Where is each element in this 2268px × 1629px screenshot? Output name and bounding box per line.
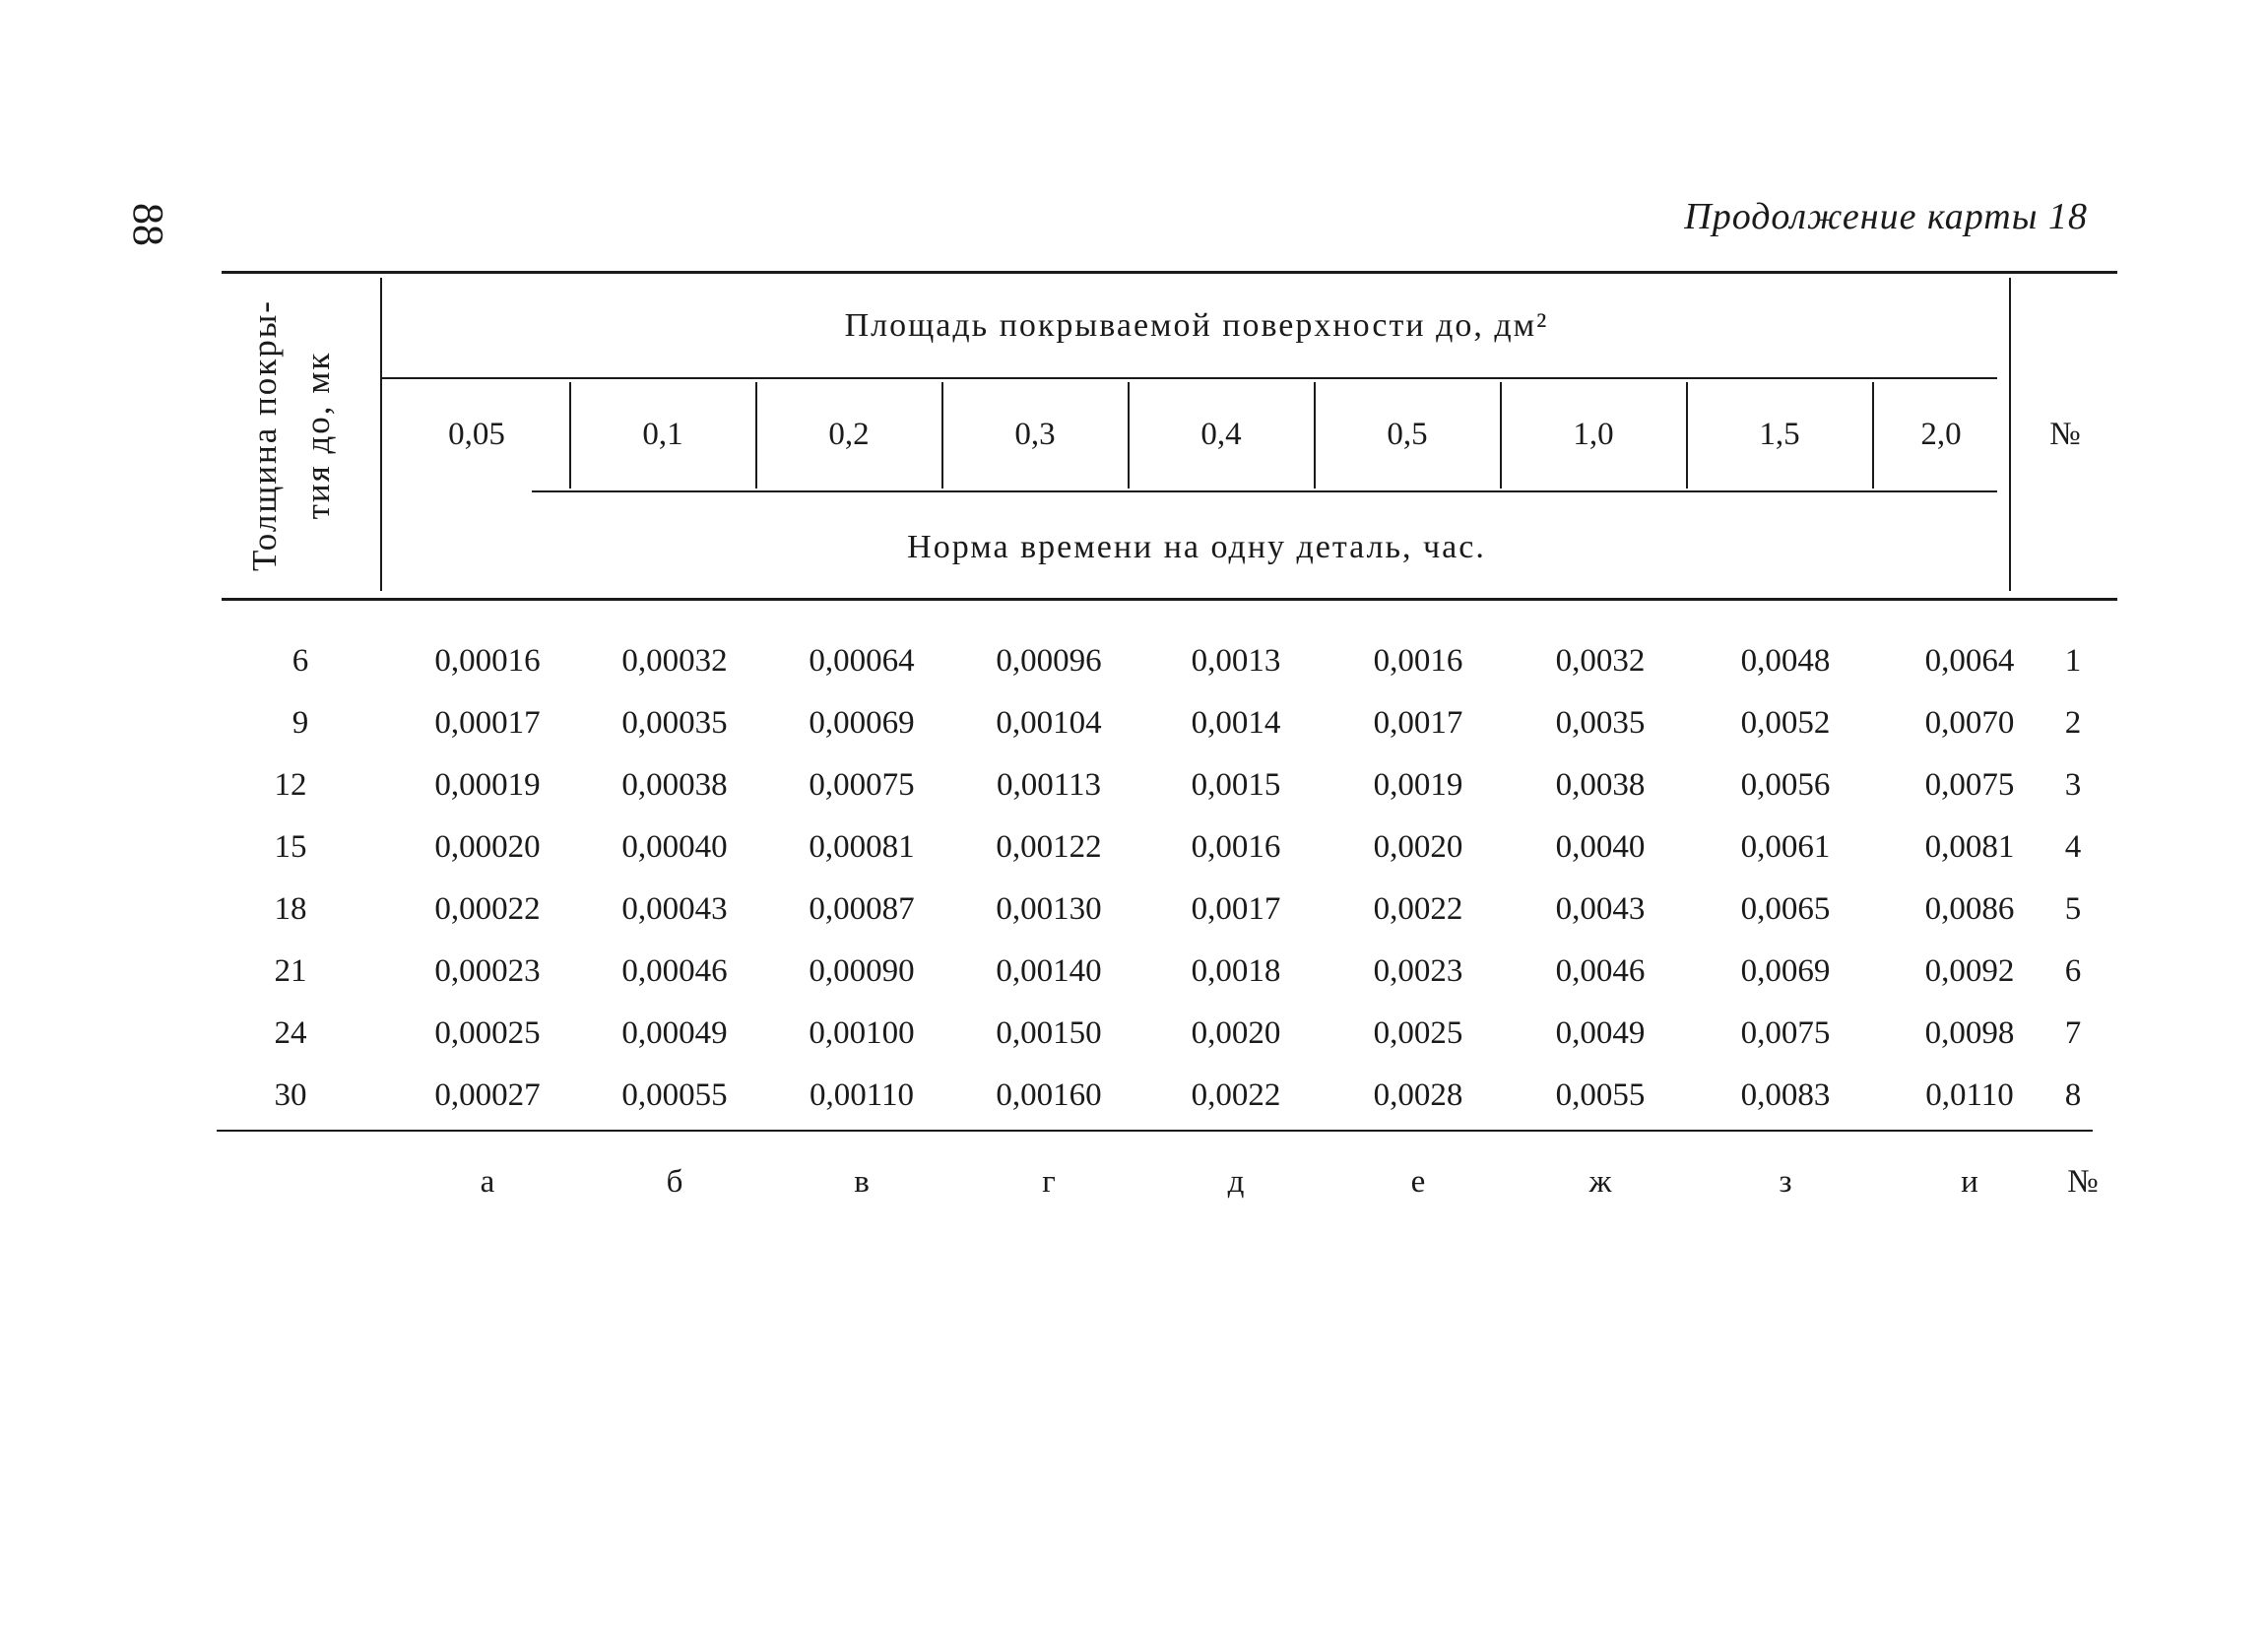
time-cell: 0,0032 — [1555, 643, 1646, 679]
time-cell: 0,00064 — [809, 643, 915, 679]
thickness-cell: 12 — [274, 767, 307, 803]
area-value: 0,2 — [828, 417, 870, 452]
time-cell: 0,0022 — [1373, 891, 1463, 927]
thickness-cell: 24 — [274, 1015, 307, 1051]
column-letter: а — [480, 1164, 495, 1200]
time-cell: 0,0110 — [1925, 1077, 2014, 1113]
column-letter: г — [1042, 1164, 1056, 1200]
area-value: 0,5 — [1387, 417, 1428, 452]
time-cell: 0,0022 — [1191, 1077, 1281, 1113]
time-cell: 0,0075 — [1740, 1015, 1831, 1051]
time-cell: 0,00160 — [996, 1077, 1102, 1113]
time-cell: 0,0070 — [1924, 705, 2015, 741]
time-cell: 0,00038 — [621, 767, 728, 803]
area-header-rule — [382, 377, 1997, 379]
time-cell: 0,00035 — [621, 705, 728, 741]
time-cell: 0,0092 — [1924, 953, 2015, 989]
page-caption: Продолжение карты 18 — [1684, 196, 2088, 237]
row-number: 3 — [2064, 767, 2082, 803]
time-cell: 0,0016 — [1191, 829, 1281, 865]
area-header: Площадь покрываемой поверхности до, дм² — [844, 307, 1549, 344]
number-header: № — [2049, 417, 2081, 452]
area-value: 0,05 — [448, 417, 505, 452]
page-number: 88 — [124, 203, 172, 246]
time-cell: 0,00069 — [809, 705, 915, 741]
time-cell: 0,00100 — [809, 1015, 915, 1051]
norm-header: Норма времени на одну деталь, час. — [907, 529, 1486, 565]
time-cell: 0,0055 — [1555, 1077, 1646, 1113]
time-cell: 0,0098 — [1924, 1015, 2015, 1051]
column-letter: ж — [1588, 1164, 1612, 1200]
thickness-cell: 6 — [292, 643, 309, 679]
time-cell: 0,0043 — [1555, 891, 1646, 927]
thickness-cell: 15 — [274, 829, 307, 865]
row-number: 8 — [2064, 1077, 2082, 1113]
time-cell: 0,00081 — [809, 829, 915, 865]
time-cell: 0,0035 — [1555, 705, 1646, 741]
column-letter: е — [1410, 1164, 1426, 1200]
time-cell: 0,00150 — [996, 1015, 1102, 1051]
column-letter: и — [1961, 1164, 1978, 1200]
thickness-cell: 9 — [292, 705, 309, 741]
time-cell: 0,00022 — [434, 891, 541, 927]
time-cell: 0,0013 — [1191, 643, 1281, 679]
time-cell: 0,00113 — [996, 767, 1102, 803]
time-cell: 0,0061 — [1740, 829, 1831, 865]
thickness-header-line2: тия до, мк — [298, 351, 337, 520]
time-cell: 0,00023 — [434, 953, 541, 989]
time-cell: 0,0048 — [1740, 643, 1831, 679]
time-cell: 0,0015 — [1191, 767, 1281, 803]
norm-header-rule — [532, 490, 1997, 492]
time-cell: 0,0016 — [1373, 643, 1463, 679]
time-cell: 0,00025 — [434, 1015, 541, 1051]
time-cell: 0,0075 — [1924, 767, 2015, 803]
time-cell: 0,0046 — [1555, 953, 1646, 989]
time-cell: 0,00096 — [996, 643, 1102, 679]
thickness-cell: 30 — [274, 1077, 307, 1113]
time-cell: 0,00040 — [621, 829, 728, 865]
time-cell: 0,00075 — [809, 767, 915, 803]
time-cell: 0,0069 — [1740, 953, 1831, 989]
time-cell: 0,00140 — [996, 953, 1102, 989]
thickness-header — [203, 273, 380, 598]
time-cell: 0,00019 — [434, 767, 541, 803]
table-bottom-rule — [217, 1130, 2093, 1132]
thickness-column-divider — [380, 278, 382, 591]
time-cell: 0,00032 — [621, 643, 728, 679]
time-cell: 0,00049 — [621, 1015, 728, 1051]
time-cell: 0,00016 — [434, 643, 541, 679]
footer-number-sign: № — [2067, 1164, 2099, 1200]
time-cell: 0,00122 — [996, 829, 1102, 865]
area-value: 0,1 — [642, 417, 683, 452]
column-letter: в — [854, 1164, 870, 1200]
area-value: 0,4 — [1200, 417, 1242, 452]
time-cell: 0,00017 — [434, 705, 541, 741]
header-bottom-rule — [222, 598, 2117, 601]
time-cell: 0,0049 — [1555, 1015, 1646, 1051]
time-cell: 0,0040 — [1555, 829, 1646, 865]
time-cell: 0,0018 — [1191, 953, 1281, 989]
row-number: 1 — [2064, 643, 2082, 679]
time-cell: 0,0056 — [1740, 767, 1831, 803]
time-cell: 0,0038 — [1555, 767, 1646, 803]
time-cell: 0,0081 — [1924, 829, 2015, 865]
thickness-header-line1: Толщина покры- — [245, 299, 284, 571]
row-number: 5 — [2064, 891, 2082, 927]
time-cell: 0,0083 — [1740, 1077, 1831, 1113]
time-cell: 0,0017 — [1191, 891, 1281, 927]
time-cell: 0,0020 — [1191, 1015, 1281, 1051]
time-cell: 0,0086 — [1924, 891, 2015, 927]
column-letter: з — [1779, 1164, 1792, 1200]
thickness-cell: 18 — [274, 891, 307, 927]
time-cell: 0,00043 — [621, 891, 728, 927]
time-cell: 0,0023 — [1373, 953, 1463, 989]
time-cell: 0,0064 — [1924, 643, 2015, 679]
time-cell: 0,0065 — [1740, 891, 1831, 927]
time-cell: 0,00046 — [621, 953, 728, 989]
area-value: 0,3 — [1014, 417, 1056, 452]
table-top-rule — [222, 271, 2117, 274]
time-cell: 0,0017 — [1373, 705, 1463, 741]
row-number: 2 — [2064, 705, 2082, 741]
time-cell: 0,0019 — [1373, 767, 1463, 803]
time-cell: 0,0052 — [1740, 705, 1831, 741]
time-cell: 0,00110 — [809, 1077, 915, 1113]
time-cell: 0,0020 — [1373, 829, 1463, 865]
time-cell: 0,0025 — [1373, 1015, 1463, 1051]
row-number: 6 — [2064, 953, 2082, 989]
time-cell: 0,00104 — [996, 705, 1102, 741]
time-cell: 0,00055 — [621, 1077, 728, 1113]
column-letter: б — [666, 1164, 683, 1200]
time-cell: 0,00020 — [434, 829, 541, 865]
time-cell: 0,00027 — [434, 1077, 541, 1113]
row-number: 7 — [2064, 1015, 2082, 1051]
time-cell: 0,00087 — [809, 891, 915, 927]
area-value: 2,0 — [1920, 417, 1962, 452]
time-cell: 0,00090 — [809, 953, 915, 989]
time-cell: 0,0014 — [1191, 705, 1281, 741]
column-letter: д — [1227, 1164, 1245, 1200]
area-value: 1,5 — [1759, 417, 1800, 452]
time-cell: 0,00130 — [996, 891, 1102, 927]
row-number: 4 — [2064, 829, 2082, 865]
time-cell: 0,0028 — [1373, 1077, 1463, 1113]
area-value: 1,0 — [1573, 417, 1614, 452]
thickness-cell: 21 — [274, 953, 307, 989]
